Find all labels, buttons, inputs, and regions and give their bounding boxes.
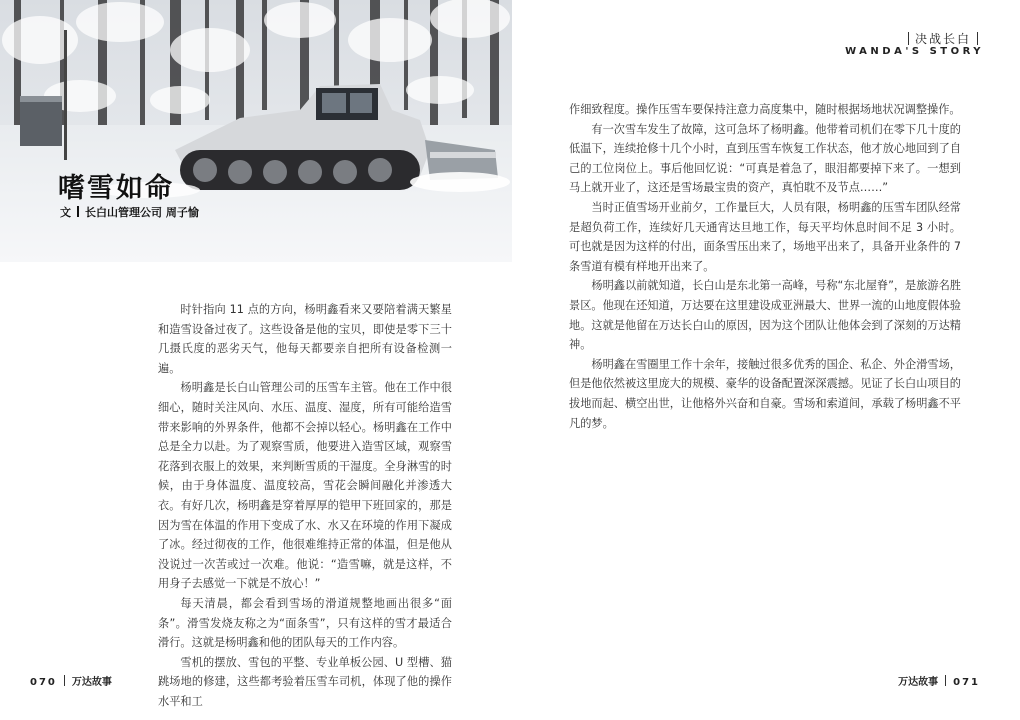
snow-groomer-photo [0, 0, 512, 262]
byline [60, 204, 199, 220]
body-paragraph: 杨明鑫以前就知道，长白山是东北第一高峰，号称“东北屋脊”，是旅游名胜景区。他现在还知道，万达要在这里建设成亚洲最大、世界一流的山地度假体验地。这就是他留在万达长白山的原因，因为这个团队让他体会到了深刻的万达精神。 [569, 279, 961, 352]
body-paragraph: 当时正值雪场开业前夕，工作量巨大，人员有限，杨明鑫的压雪车团队经常是超负荷工作，连续好几天通宵达旦地工作，每天平均休息时间不足 3 小时。可也就是因为这样的付出，面条雪压出来了，场地平出来了，具备开业条件的 7 条雪道有模有样地开出来了。 [569, 200, 961, 273]
byline-divider [77, 206, 79, 217]
body-paragraph: 杨明鑫是长白山管理公司的压雪车主管。他在工作中很细心，随时关注风向、水压、温度、湿度，所有可能给造雪带来影响的外界条件，他都不会掉以轻心。杨明鑫在工作中总是全力以赴。为了观察雪质，他要进入造雪区域，观察雪花落到衣服上的效果，来判断雪质的干湿度。全身淋雪的时候，由于身体温度、温度较高，雪花会瞬间融化并渗透大衣。有好几次，杨明鑫是穿着厚厚的铠甲下班回家的，那是因为雪在体温的作用下变成了水、水又在环境的作用下凝成了冰。经过彻夜的工作，他很难维持正常的体温，但是他从没说过一次苦或过一次难。他说：“造雪嘛，就是这样，不用身子去感觉一下就是不放心！” [158, 381, 452, 591]
section-divider [908, 32, 909, 45]
body-paragraph: 每天清晨，都会看到雪场的滑道规整地画出很多“面条”。滑雪发烧友称之为“面条雪”，只有这样的雪才最适合滑行。这就是杨明鑫和他的团队每天的工作内容。 [158, 596, 452, 650]
section-divider [977, 32, 978, 45]
left-folio [30, 673, 112, 688]
body-paragraph: 雪机的摆放、雪包的平整、专业单板公园、U 型槽、猫跳场地的修建，这些都考验着压雪车司机，体现了他的操作水平和工 [158, 655, 452, 708]
folio-label-left: 万达故事 [71, 677, 112, 688]
folio-divider [64, 675, 65, 686]
folio-label-right: 万达故事 [898, 677, 939, 688]
byline-author: 长白山管理公司 周子愉 [85, 206, 199, 219]
photo-illustration [0, 0, 512, 262]
article-title: 嗜雪如命 [58, 173, 174, 204]
folio-divider [945, 675, 946, 686]
page-number-right: 071 [953, 677, 980, 688]
body-paragraph: 杨明鑫在雪圈里工作十余年，接触过很多优秀的国企、私企、外企滑雪场，但是他依然被这里庞大的规模、豪华的设备配置深深震撼。见证了长白山项目的拔地而起、横空出世，让他格外兴奋和自豪。雪场和索道间，承载了杨明鑫不平凡的梦。 [569, 357, 961, 430]
left-body-column [158, 300, 452, 711]
right-folio [898, 673, 980, 688]
section-title-cn: 决战长白 [914, 32, 971, 46]
page-number-left: 070 [30, 677, 57, 688]
body-paragraph: 作细致程度。操作压雪车要保持注意力高度集中，随时根据场地状况调整操作。 [569, 103, 961, 116]
right-body-column [569, 100, 961, 433]
section-tag [902, 30, 984, 47]
body-paragraph: 时针指向 11 点的方向，杨明鑫看来又要陪着满天繁星和造雪设备过夜了。这些设备是他的宝贝，即使是零下三十几摄氏度的恶劣天气，他每天都要亲自把所有设备检测一遍。 [158, 303, 452, 375]
byline-prefix: 文 [60, 206, 71, 219]
body-paragraph: 有一次雪车发生了故障，这可急坏了杨明鑫。他带着司机们在零下几十度的低温下，连续抢修十几个小时，直到压雪车恢复工作状态，他才放心地回到了自己的工位岗位上。事后他回忆说：“可真是着急了，眼泪都要掉下来了。一想到马上就开业了，这还是雪场最宝贵的资产，真怕耽不及节点……” [569, 122, 961, 195]
section-title-en: WANDA'S STORY [845, 46, 984, 57]
